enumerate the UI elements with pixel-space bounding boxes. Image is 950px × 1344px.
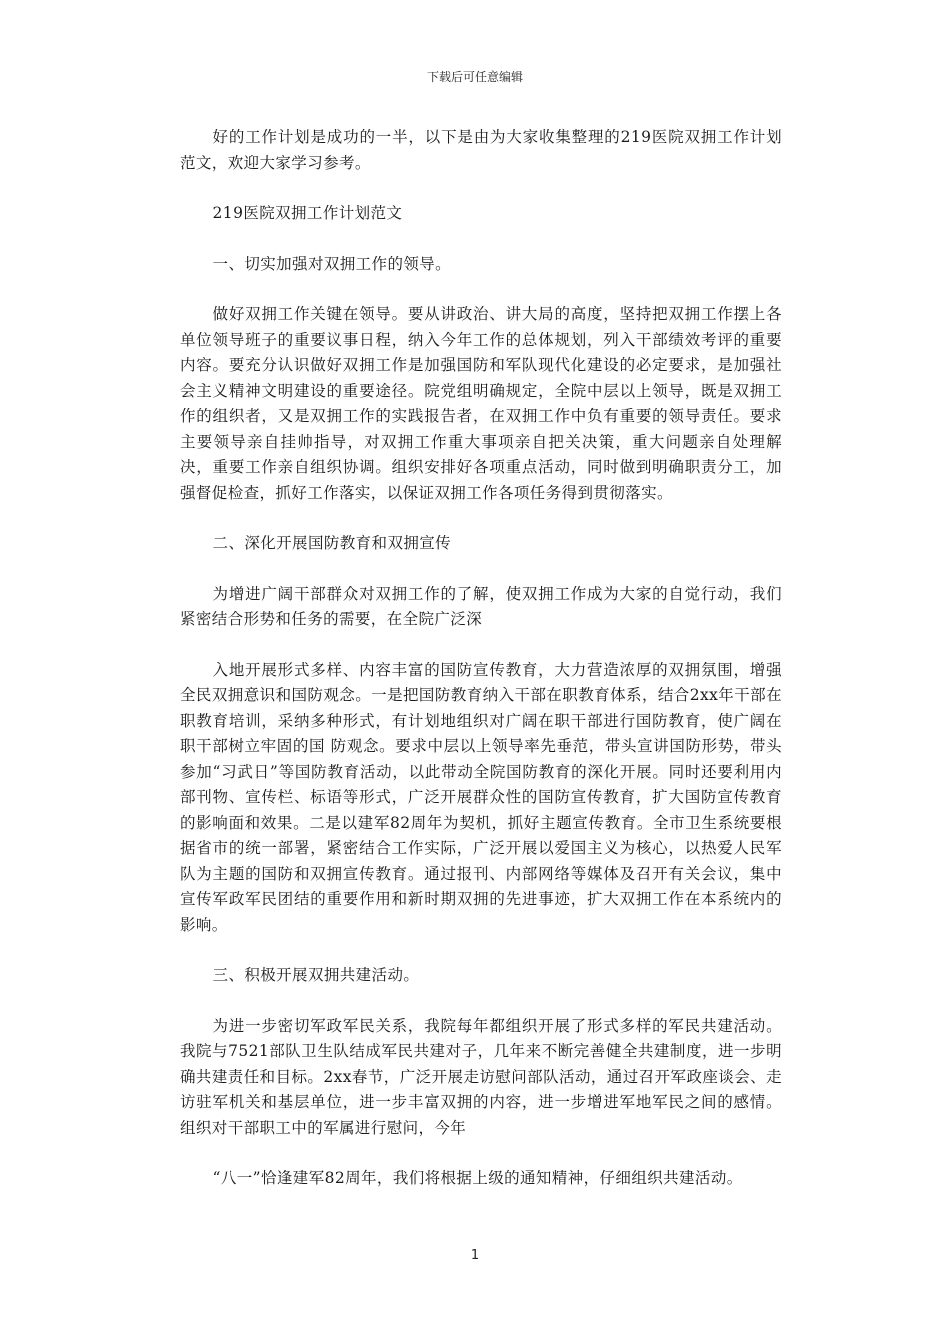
page-number: 1 bbox=[470, 1248, 480, 1263]
section-heading-2: 二、深化开展国防教育和双拥宣传 bbox=[212, 534, 452, 552]
page-header: 下载后可任意编辑 bbox=[426, 70, 523, 84]
section-1-paragraph: 做好双拥工作关键在领导。要从讲政治、讲大局的高度，坚持把双拥工作摆上各单位领导班子的重要议事日程，纳入今年工作的总体规划，列入干部绩效考评的重要内容。要充分认识做好双拥工作是加强国防和军队现代化建设的必定要求，是加强社会主义精神文明建设的重要途径。院党组明确规定，全院中层以上领导，既是双拥工作的组织者，又是双拥工作的实践报告者，在双拥工作中负有重要的领导责任。要求主要领导亲自挂帅指导，对双拥工作重大事项亲自把关决策，重大问题亲自处理解决，重要工作亲自组织协调。组织安排好各项重点活动，同时做到明确职责分工，加强督促检查，抓好工作落实，以保证双拥工作各项任务得到贯彻落实。 bbox=[180, 305, 782, 502]
section-2-paragraph-2: 入地开展形式多样、内容丰富的国防宣传教育，大力营造浓厚的双拥氛围，增强全民双拥意识和国防观念。一是把国防教育纳入干部在职教育体系，结合2xx年干部在职教育培训，采纳多种形式，有计划地组织对广阔在职干部进行国防教育，使广阔在职干部树立牢固的国 防观念。要求中层以上领导率先垂范，带头宣讲国防形势，带头参加“习武日”等国防教育活动，以此带动全院国防教育的深化开展。同时还要利用内部刊物、宣传栏、标语等形式，广泛开展群众性的国防宣传教育，扩大国防宣传教育的影响面和效果。二是以建军82周年为契机，抓好主题宣传教育。全市卫生系统要根据省市的统一部署，紧密结合工作实际，广泛开展以爱国主义为核心，以热爱人民军队为主题的国防和双拥宣传教育。通过报刊、内部网络等媒体及召开有关会议，集中宣传军政军民团结的重要作用和新时期双拥的先进事迹，扩大双拥工作在本系统内的影响。 bbox=[180, 660, 782, 934]
section-2-paragraph-1: 为增进广阔干部群众对双拥工作的了解，使双拥工作成为大家的自觉行动，我们紧密结合形势和任务的需要，在全院广泛深 bbox=[180, 584, 782, 628]
section-3-paragraph-1: 为进一步密切军政军民关系，我院每年都组织开展了形式多样的军民共建活动。我院与7521部队卫生队结成军民共建对子，几年来不断完善健全共建制度，进一步明确共建责任和目标。2xx春节，广泛开展走访慰问部队活动，通过召开军政座谈会、走访驻军机关和基层单位，进一步丰富双拥的内容，进一步增进军地军民之间的感情。组织对干部职工中的军属进行慰问，今年 bbox=[180, 1016, 782, 1137]
document-title: 219医院双拥工作计划范文 bbox=[212, 204, 403, 222]
section-heading-3: 三、积极开展双拥共建活动。 bbox=[212, 966, 420, 984]
section-3-paragraph-2: “八一”恰逢建军82周年，我们将根据上级的通知精神，仔细组织共建活动。 bbox=[212, 1169, 743, 1187]
intro-paragraph: 好的工作计划是成功的一半，以下是由为大家收集整理的219医院双拥工作计划范文，欢迎大家学习参考。 bbox=[180, 128, 782, 172]
section-heading-1: 一、切实加强对双拥工作的领导。 bbox=[212, 254, 452, 273]
document-body bbox=[180, 125, 782, 1217]
